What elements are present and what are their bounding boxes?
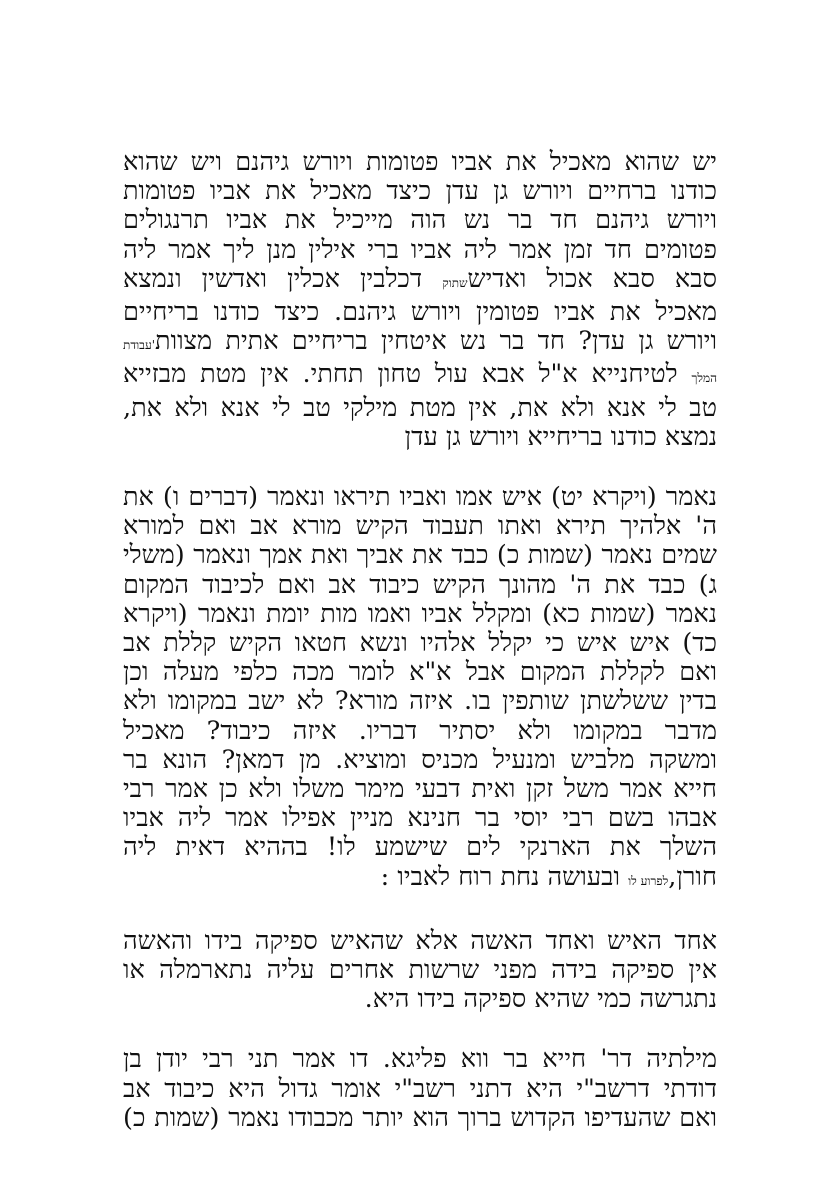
text-line [123,804,717,833]
text-paragraph [123,927,717,1015]
text-paragraph [123,148,717,452]
text-line [123,148,717,177]
text-paragraph [123,1045,717,1133]
text-segment: כודנו ברחיים ויורש גן עדן כיצד מאכיל את אביו פטומות [123,176,717,207]
text-segment: מדבר במקומו ולא יסתיר דבריו. איזה כיבוד? מאכיל [123,715,717,746]
text-line [123,717,717,746]
text-segment: ומשקה מלביש ומנעיל מכניס ומוציא. מן דמאן? הונא בר [123,744,717,775]
text-segment: ואם לקללת המקום אבל א"א לומר מכה כלפי מעלה וכן [123,657,717,688]
text-segment: חורן, [668,861,717,892]
text-line [123,571,717,600]
text-segment: שמים נאמר (שמות כ) כבד את אביך ואת אמך ונאמר (משלי [123,540,717,571]
text-segment: השלך את הארנקי לים שישמע לו! בההיא דאית ליה [123,832,717,863]
text-segment: דכלבין אכלין ואדשין ונמצא [123,263,443,294]
text-segment: נאמר (שמות כא) ומקלל אביו ואמו מות יומת ונאמר (ויקרא [123,598,717,629]
gloss-note: שתוק [442,275,468,290]
document-page [123,148,717,1164]
text-segment: ואם שהעדיפו הקדוש ברוך הוא יותר מכבודו נאמר (שמות כ) [123,1102,717,1133]
text-line [123,956,717,985]
text-segment: ויורש גן עדן? חד בר נש איטחין בריחיים אתית מצוות [155,326,717,357]
text-segment: נתגרשה כמי שהיא ספיקה בידו היא. [364,984,717,1015]
text-line [123,541,717,570]
gloss-note: המלך [691,371,717,386]
text-segment: חייא אמר משל זקן ואית דבעי מימר משלו ולא כן אמר רבי [123,774,717,805]
text-line [123,1104,717,1133]
text-line [123,327,717,360]
text-line [123,177,717,206]
text-segment: ג) כבד את ה' מהונך הקיש כיבוד אב ואם לכיבוד המקום [123,569,717,600]
text-line [123,658,717,687]
text-segment: סבא סבא אכול ואדיש [467,263,717,294]
gloss-note: 'עבודת [123,338,156,353]
text-segment: כד) איש איש כי יקלל אלהיו ונשא חטאו הקיש קללת אב [123,628,717,659]
text-line [123,600,717,629]
text-segment: אבהו בשם רבי יוסי בר חנינא מניין אפילו אמר ליה אביו [123,803,717,834]
text-segment: מילתיה דר' חייא בר ווא פליגא. דו אמר תני רבי יודן בן [123,1044,717,1075]
text-segment: דודתי דרשב"י היא דתני רשב"י אומר גדול היא כיבוד אב [123,1073,717,1104]
text-segment: יש שהוא מאכיל את אביו פטומות ויורש גיהנם ויש שהוא [123,147,717,177]
text-line [123,746,717,775]
text-line [123,423,717,452]
text-line [123,206,717,235]
text-segment: ויורש גיהנם חד בר נש הוה מייכיל את אביו תרנגולים [123,205,717,236]
text-line [123,927,717,956]
text-segment: בדין ששלשתן שותפין בו. איזה מורא? לא ישב במקומו ולא [123,686,717,717]
text-segment: אחד האיש ואחד האשה אלא שהאיש ספיקה בידו והאשה [123,925,717,956]
text-line [123,360,717,393]
text-line [123,298,717,327]
text-line [123,863,717,896]
text-line [123,236,717,265]
text-line [123,512,717,541]
text-segment: מאכיל את אביו פטומין ויורש גיהנם. כיצד כודנו בריחיים [123,297,717,328]
text-line [123,1045,717,1074]
text-line [123,833,717,862]
text-line [123,687,717,716]
text-segment: אין ספיקה בידה מפני שרשות אחרים עליה נתארמלה או [123,955,717,986]
text-line [123,1075,717,1104]
text-segment: ה' אלהיך תירא ואתו תעבוד הקיש מורא אב ואם למורא [123,511,717,542]
text-line [123,629,717,658]
text-segment: נמצא כודנו בריחייא ויורש גן עדן [404,421,717,452]
text-segment: טב לי אנא ולא את, אין מטת מילקי טב לי אנא ולא את, [123,392,717,423]
text-line [123,483,717,512]
text-line [123,394,717,423]
text-paragraph [123,483,717,896]
text-segment: נאמר (ויקרא יט) איש אמו ואביו תיראו ונאמר (דברים ו) את [123,482,717,513]
gloss-note: לפרוע לו [628,873,669,888]
text-line [123,265,717,298]
text-segment: פטומים חד זמן אמר ליה אביו ברי אילין מנן ליך אמר ליה [123,234,717,265]
text-segment: לטיחנייא א"ל אבא עול טחון תחתי. אין מטת מבזייא [123,359,692,390]
text-line [123,985,717,1014]
text-segment: ובעושה נחת רוח לאביו : [380,861,629,892]
text-line [123,775,717,804]
